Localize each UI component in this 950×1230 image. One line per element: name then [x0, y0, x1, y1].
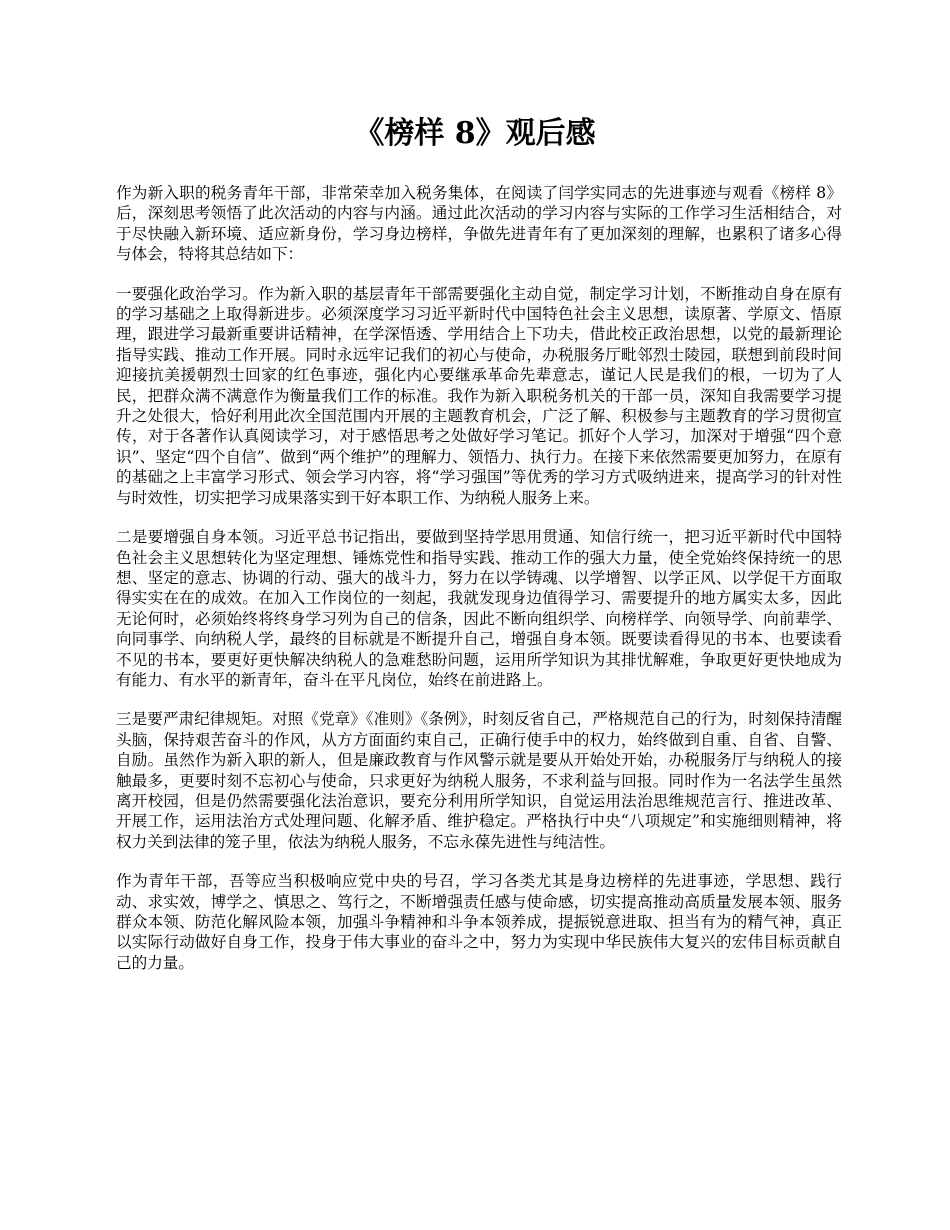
- document-title: 《榜样 8》观后感: [354, 116, 596, 151]
- document-body: [116, 183, 842, 992]
- paragraph-discipline: 三是要严肃纪律规矩。对照《党章》《准则》《条例》，时刻反省自己，严格规范自己的行为，时刻保持清醒头脑，保持艰苦奋斗的作风，从方方面面约束自己，正确行使手中的权力，始终做到自重、自省、自警、自励。虽然作为新入职的新人，但是廉政教育与作风警示就是要从开始处开始，办税服务厅与纳税人的接触最多，更要时刻不忘初心与使命，只求更好为纳税人服务，不求利益与回报。同时作为一名法学生虽然离开校园，但是仍然需要强化法治意识，要充分利用所学知识，自觉运用法治思维规范言行、推进改革、开展工作，运用法治方式处理问题、化解矛盾、维护稳定。严格执行中央“八项规定”和实施细则精神，将权力关到法律的笼子里，依法为纳税人服务，不忘永葆先进性与纯洁性。: [116, 710, 842, 851]
- paragraph-political-study: 一要强化政治学习。作为新入职的基层青年干部需要强化主动自觉，制定学习计划，不断推动自身在原有的学习基础之上取得新进步。必须深度学习习近平新时代中国特色社会主义思想，读原著、学原文、悟原理，跟进学习最新重要讲话精神，在学深悟透、学用结合上下功夫，借此校正政治思想，以党的最新理论指导实践、推动工作开展。同时永远牢记我们的初心与使命，办税服务厅毗邻烈士陵园，联想到前段时间迎接抗美援朝烈士回家的红色事迹，强化内心要继承革命先辈意志，谨记人民是我们的根，一切为了人民，把群众满不满意作为衡量我们工作的标准。我作为新入职税务机关的干部一员，深知自我需要学习提升之处很大，恰好利用此次全国范围内开展的主题教育机会，广泛了解、积极参与主题教育的学习贯彻宣传，对于各著作认真阅读学习，对于感悟思考之处做好学习笔记。抓好个人学习，加深对于增强“四个意识”、坚定“四个自信”、做到“两个维护”的理解力、领悟力、执行力。在接下来依然需要更加努力，在原有的基础之上丰富学习形式、领会学习内容，将“学习强国”等优秀的学习方式吸纳进来，提高学习的针对性与时效性，切实把学习成果落实到干好本职工作、为纳税人服务上来。: [116, 284, 842, 507]
- paragraph-skill-improvement: 二是要增强自身本领。习近平总书记指出，要做到坚持学思用贯通、知信行统一，把习近平新时代中国特色社会主义思想转化为坚定理想、锤炼党性和指导实践、推动工作的强大力量，使全党始终保持统一的思想、坚定的意志、协调的行动、强大的战斗力，努力在以学铸魂、以学增智、以学正风、以学促干方面取得实实在在的成效。在加入工作岗位的一刻起，我就发现身边值得学习、需要提升的地方属实太多，因此无论何时，必须始终将终身学习列为自己的信条，因此不断向组织学、向榜样学、向领导学、向前辈学、向同事学、向纳税人学，最终的目标就是不断提升自己，增强自身本领。既要读看得见的书本、也要读看不见的书本，要更好更快解决纳税人的急难愁盼问题，运用所学知识为其排忧解难，争取更好更快地成为有能力、有水平的新青年，奋斗在平凡岗位，始终在前进路上。: [116, 528, 842, 689]
- paragraph-intro: 作为新入职的税务青年干部，非常荣幸加入税务集体，在阅读了闫学实同志的先进事迹与观看《榜样 8》后，深刻思考领悟了此次活动的内容与内涵。通过此次活动的学习内容与实际的工作学习生活相结合，对于尽快融入新环境、适应新身份，学习身边榜样，争做先进青年有了更加深刻的理解，也累积了诸多心得与体会，特将其总结如下：: [116, 184, 842, 264]
- paragraph-conclusion: 作为青年干部，吾等应当积极响应党中央的号召，学习各类尤其是身边榜样的先进事迹，学思想、践行动、求实效，博学之、慎思之、笃行之，不断增强责任感与使命感，切实提高推动高质量发展本领、服务群众本领、防范化解风险本领，加强斗争精神和斗争本领养成，提振锐意进取、担当有为的精气神，真正以实际行动做好自身工作，投身于伟大事业的奋斗之中，努力为实现中华民族伟大复兴的宏伟目标贡献自己的力量。: [116, 872, 842, 972]
